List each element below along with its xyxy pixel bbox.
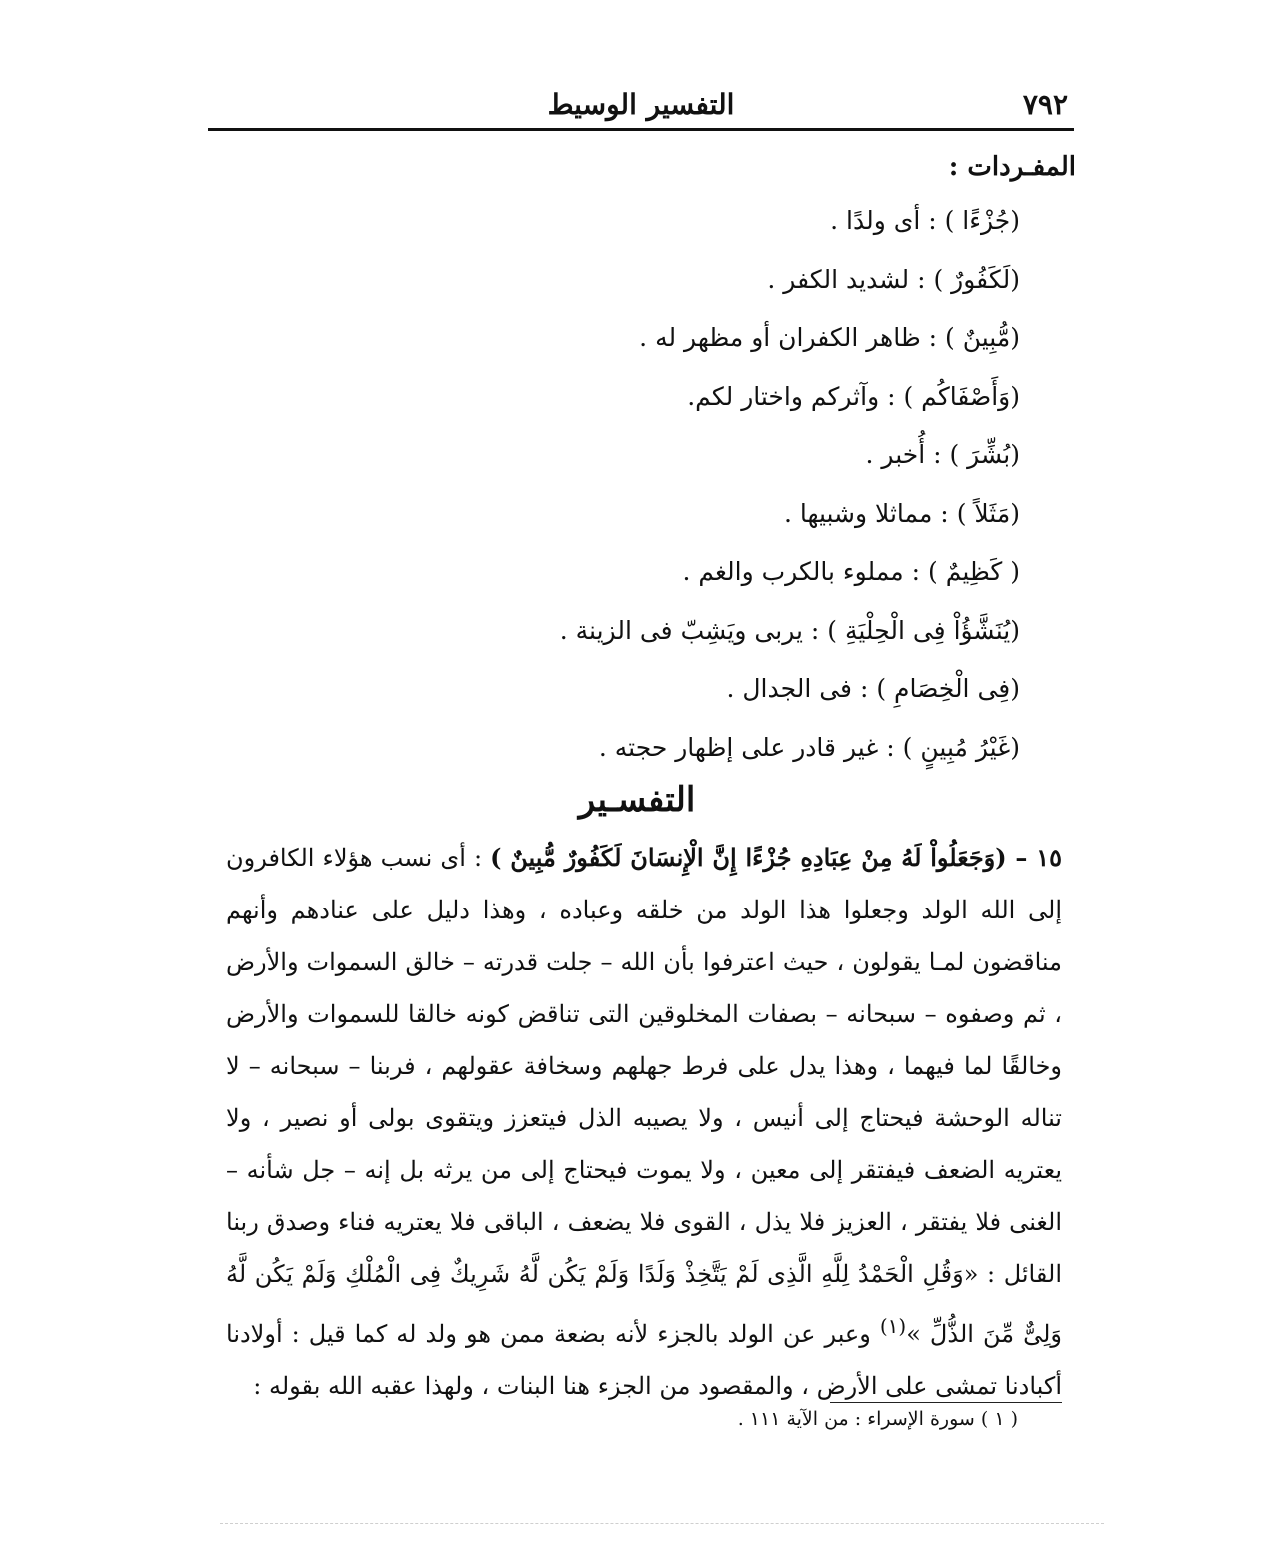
vocabulary-item [200,664,1020,723]
tafsir-heading: التفسـير [578,780,696,820]
vocabulary-word: (وَأَصْفَاكُم ) [903,381,1020,411]
vocabulary-item [200,606,1020,665]
vocabulary-meaning: : مماثلا وشبيها . [783,498,957,528]
vocabulary-list [200,196,1020,781]
vocabulary-word: (يُنَشَّؤُاْ فِى الْحِلْيَةِ ) [827,615,1020,645]
scan-edge-line [220,1523,1104,1524]
vocabulary-meaning: : ظاهر الكفران أو مظهر له . [639,323,946,352]
verse-quote: ١٥ – (وَجَعَلُواْ لَهُ مِنْ عِبَادِهِ جُزْءًا إِنَّ الْإِنسَانَ لَكَفُورٌ مُّبِينٌ ) [490,843,1063,872]
page-number: ٧٩٢ [1022,88,1068,121]
running-title: التفسير الوسيط [547,88,735,121]
vocabulary-word: (فِى الْخِصَامِ ) [876,674,1020,703]
vocabulary-meaning: : يربى ويَشِبّ فى الزينة . [559,615,828,645]
vocabulary-meaning: : أُخبر . [865,440,950,469]
vocabulary-item [200,723,1020,782]
vocabulary-meaning: : وآثركم واختار لكم. [687,381,904,411]
tafsir-body [226,832,1062,1412]
footnote-divider [830,1402,1062,1403]
tafsir-paragraph [226,832,1062,1412]
vocabulary-meaning: : غير قادر على إظهار حجته . [598,732,903,762]
vocabulary-word: (بُشِّرَ ) [949,440,1020,469]
vocabulary-word: (غَيْرُ مُبِينٍ ) [902,732,1020,762]
vocabulary-meaning: : مملوء بالكرب والغم . [682,557,928,586]
vocabulary-heading: المفـردات : [948,152,1076,182]
tafsir-text-continued: وعبر عن الولد بالجزء لأنه بضعة ممن هو ولد له كما قيل : أولادنا أكبادنا تمشى على الأرض ، والمقصود من الجزء هنا البنات ، ولهذا عقبه الله بقوله : [226,1320,1062,1400]
vocabulary-item [200,430,1020,489]
footnote: ( ١ ) سورة الإسراء : من الآية ١١١ . [737,1408,1018,1430]
vocabulary-meaning: : لشديد الكفر . [767,264,934,294]
vocabulary-item [200,372,1020,431]
vocabulary-word: (مُّبِينٌ ) [945,323,1020,352]
vocabulary-item [200,547,1020,606]
vocabulary-item [200,489,1020,548]
vocabulary-word: (لَكَفُورٌ ) [933,264,1020,294]
page-header [208,84,1074,131]
vocabulary-item [200,196,1020,255]
footnote-marker: (١) [879,1314,907,1338]
vocabulary-item [200,255,1020,314]
vocabulary-item [200,313,1020,372]
vocabulary-meaning: : أى ولدًا . [830,206,945,235]
vocabulary-word: (جُزْءًا ) [944,206,1020,235]
tafsir-text: : أى نسب هؤلاء الكافرون إلى الله الولد وجعلوا هذا الولد من خلقه وعباده ، وهذا دليل على عنادهم وأنهم مناقضون لمـا يقولون ، حيث اعترفوا بأن الله – جلت قدرته – خالق السموات والأرض ، ثم وصفوه – سبحانه – بصفات المخلوقين التى تناقض كونه خالقا للسموات والأرض وخالقًا لما فيهما ، وهذا يدل على فرط جهلهم وسخافة عقولهم ، فربنا – سبحانه – لا تناله الوحشة فيحتاج إلى أنيس ، ولا يصيبه الذل فيتعزز ويتقوى بولى أو نصير ، ولا يعتريه الضعف فيفتقر إلى معين ، ولا يموت فيحتاج إلى من يرثه بل إنه – جل شأنه – الغنى فلا يفتقر ، العزيز فلا يذل ، القوى فلا يضعف ، الباقى فلا يعتريه فناء وصدق ربنا القائل : «وَقُلِ الْحَمْدُ لِلَّهِ الَّذِى لَمْ يَتَّخِذْ وَلَدًا وَلَمْ يَكُن لَّهُ شَرِيكٌ فِى الْمُلْكِ وَلَمْ يَكُن لَّهُ وَلِىٌّ مِّنَ الذُّلِّ » [226,844,1062,1348]
vocabulary-meaning: : فى الجدال . [726,674,877,703]
vocabulary-word: ( كَظِيمٌ ) [928,557,1020,586]
vocabulary-word: (مَثَلاً ) [956,498,1020,528]
